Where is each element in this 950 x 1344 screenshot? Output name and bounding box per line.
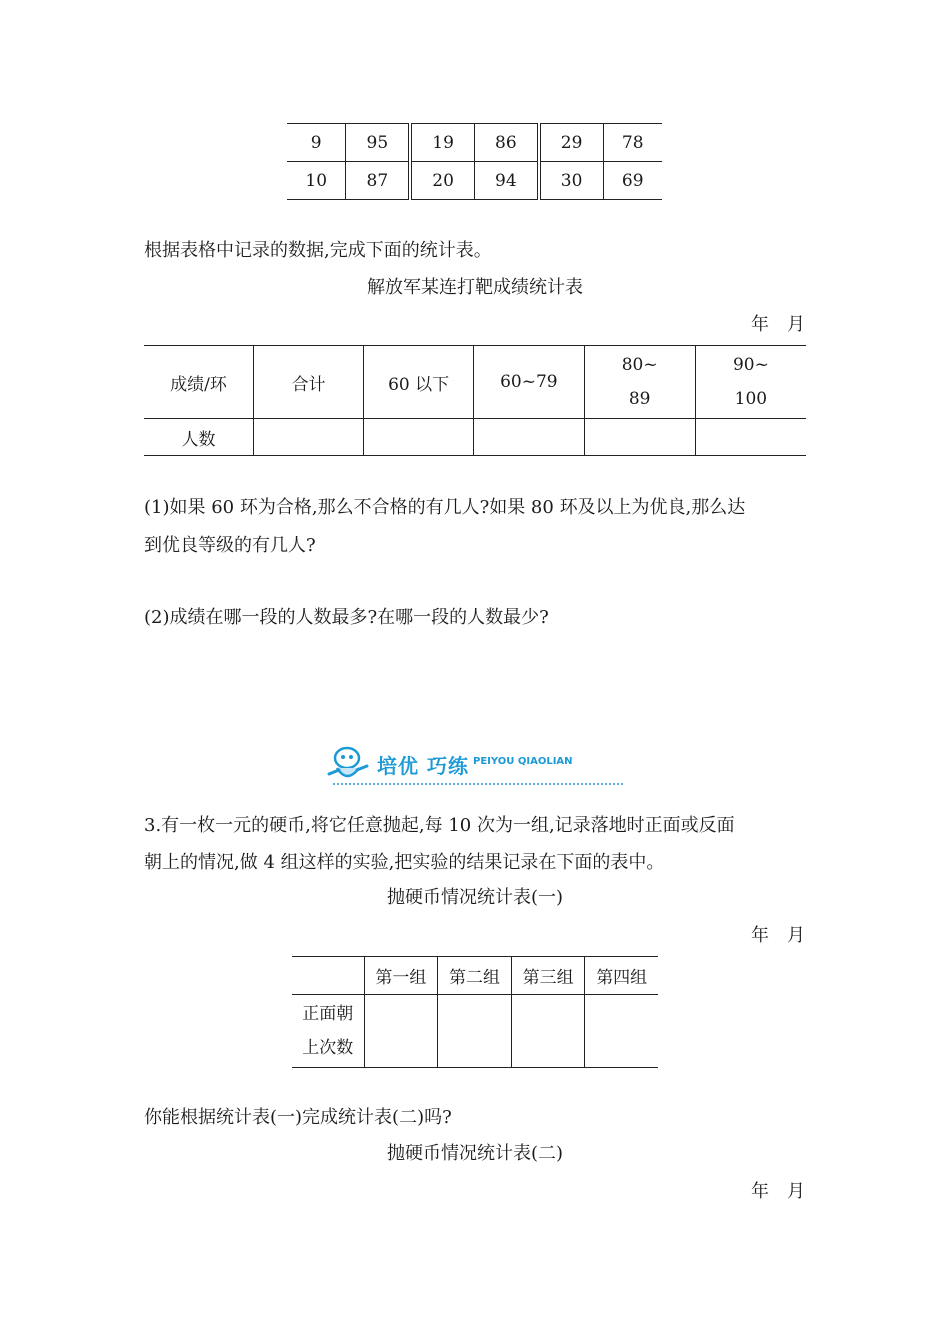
date-label: 年 月 xyxy=(751,1181,805,1202)
table-cell: 94 xyxy=(474,162,538,200)
date-label: 年 月 xyxy=(751,925,805,946)
table-cell: 9 xyxy=(287,124,346,162)
header-cell: 成绩/环 xyxy=(144,346,254,419)
table-cell: 29 xyxy=(539,124,603,162)
table-cell: 78 xyxy=(603,124,662,162)
row-label: 人数 xyxy=(181,429,216,450)
row-label xyxy=(292,995,364,1068)
coin-table-title: 抛硬币情况统计表(一) xyxy=(386,887,564,908)
blank-cell[interactable] xyxy=(584,419,695,456)
banner-title: 培优 巧练 xyxy=(377,754,469,778)
table-cell: 10 xyxy=(305,170,328,191)
table-row xyxy=(292,995,658,1068)
coin-table-2-title: 抛硬币情况统计表(二) xyxy=(386,1143,564,1164)
table-row xyxy=(287,162,662,200)
blank-cell[interactable] xyxy=(438,995,512,1068)
table-row xyxy=(287,124,662,162)
blank-cell[interactable] xyxy=(511,995,585,1068)
header-cell: 第一组 xyxy=(364,957,438,995)
header-cell: 第二组 xyxy=(438,957,512,995)
row-label-text: 上次数 xyxy=(302,1038,354,1058)
header-cell xyxy=(584,346,695,419)
blank-cell[interactable] xyxy=(695,419,806,456)
corner-cell xyxy=(292,957,364,995)
header-cell: 第四组 xyxy=(585,957,658,995)
header-cell: 60 以下 xyxy=(364,346,474,419)
table-cell: 86 xyxy=(474,124,538,162)
score-table-title: 解放军某连打靶成绩统计表 xyxy=(367,277,583,298)
date-label: 年 月 xyxy=(751,314,805,335)
instruction-text: 你能根据统计表(一)完成统计表(二)吗? xyxy=(144,1107,452,1128)
blank-cell[interactable] xyxy=(474,419,584,456)
header-text: 100 xyxy=(734,389,768,409)
blank-cell[interactable] xyxy=(585,995,658,1068)
instruction-text: 根据表格中记录的数据,完成下面的统计表。 xyxy=(144,240,492,261)
table-cell: 20 xyxy=(410,162,474,200)
table-cell: 19 xyxy=(410,124,474,162)
table-cell: 87 xyxy=(346,162,410,200)
table-row xyxy=(144,346,806,419)
question-1-line-2: 到优良等级的有几人? xyxy=(144,535,316,556)
header-cell: 60~79 xyxy=(474,346,584,419)
table-row xyxy=(292,957,658,995)
data-table xyxy=(287,123,662,200)
section-banner xyxy=(323,742,623,788)
table-row xyxy=(144,419,806,456)
header-cell: 合计 xyxy=(254,346,364,419)
banner-divider xyxy=(333,783,623,785)
header-text: 80~ xyxy=(621,355,658,375)
score-table xyxy=(144,345,806,456)
question-1-line-1: (1)如果 60 环为合格,那么不合格的有几人?如果 80 环及以上为优良,那么达 xyxy=(144,497,746,518)
header-cell: 第三组 xyxy=(511,957,585,995)
question-2: (2)成绩在哪一段的人数最多?在哪一段的人数最少? xyxy=(144,607,549,628)
table-cell: 30 xyxy=(539,162,603,200)
header-cell xyxy=(695,346,806,419)
coin-table xyxy=(292,956,658,1068)
header-text: 90~ xyxy=(732,355,769,375)
banner-subtitle: PEIYOU QIAOLIAN xyxy=(473,756,573,767)
blank-cell[interactable] xyxy=(254,419,364,456)
blank-cell[interactable] xyxy=(364,419,474,456)
blank-cell[interactable] xyxy=(364,995,438,1068)
problem-3-line-2: 朝上的情况,做 4 组这样的实验,把实验的结果记录在下面的表中。 xyxy=(144,852,665,873)
mascot-icon xyxy=(325,744,369,784)
header-text: 89 xyxy=(628,389,651,409)
row-label-text: 正面朝 xyxy=(302,1004,354,1024)
problem-3-line-1: 3.有一枚一元的硬币,将它任意抛起,每 10 次为一组,记录落地时正面或反面 xyxy=(144,815,735,836)
table-cell: 95 xyxy=(346,124,410,162)
table-cell: 69 xyxy=(603,162,662,200)
